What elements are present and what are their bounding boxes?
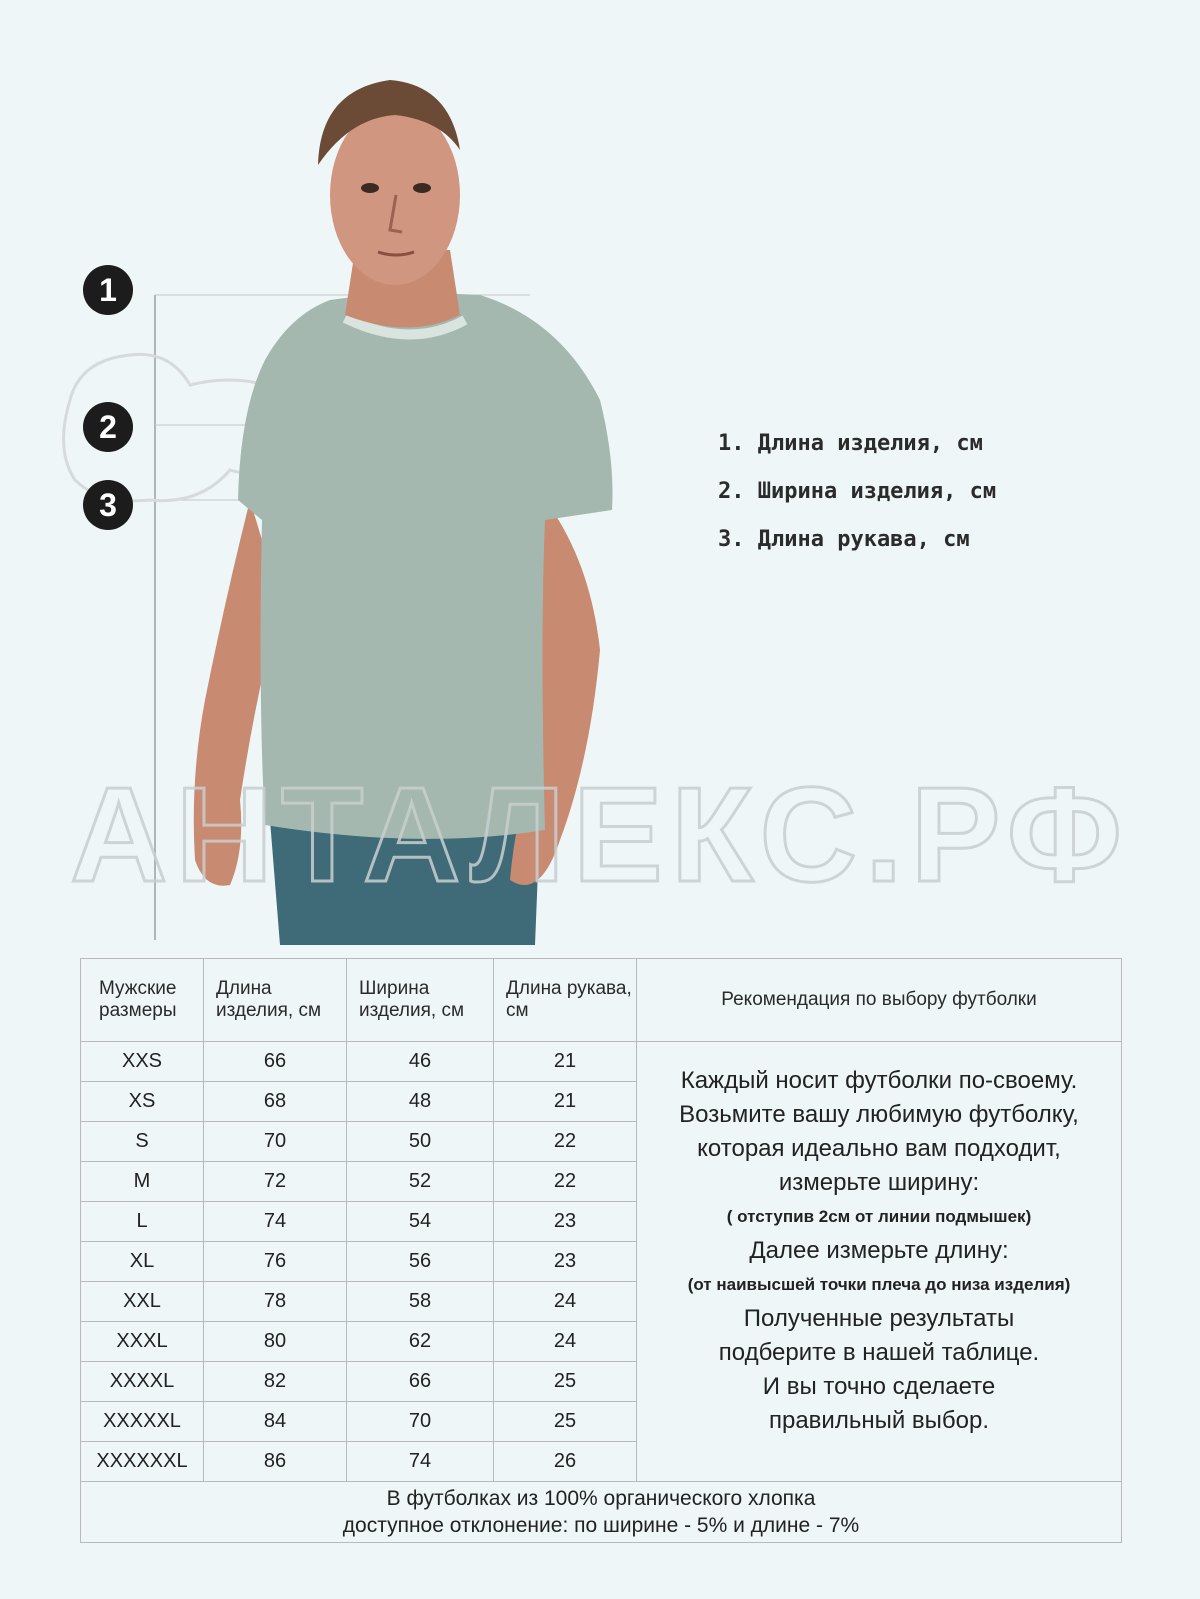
cell-width: 52 xyxy=(347,1162,494,1202)
cell-size: XXXXXXL xyxy=(81,1442,204,1482)
cell-size: XXXXXL xyxy=(81,1402,204,1442)
recommendation-line: ( отступив 2см от линии подмышек) xyxy=(726,1207,1032,1226)
cell-length: 68 xyxy=(204,1082,347,1122)
header-sizes: Мужские размеры xyxy=(81,959,204,1042)
watermark xyxy=(0,766,1200,906)
legend-item-sleeve: 3. Длина рукава, см xyxy=(718,527,970,552)
footnote-line: В футболках из 100% органического хлопка xyxy=(386,1487,816,1510)
footnote-row xyxy=(81,1482,1122,1543)
cell-length: 76 xyxy=(204,1242,347,1282)
cell-width: 62 xyxy=(347,1322,494,1362)
cell-size: XXXXL xyxy=(81,1362,204,1402)
cell-width: 54 xyxy=(347,1202,494,1242)
cell-length: 70 xyxy=(204,1122,347,1162)
cell-sleeve: 25 xyxy=(494,1362,637,1402)
cell-size: XXXL xyxy=(81,1322,204,1362)
cell-width: 70 xyxy=(347,1402,494,1442)
table-header-row xyxy=(81,959,1122,1042)
cell-size: L xyxy=(81,1202,204,1242)
cell-length: 80 xyxy=(204,1322,347,1362)
cell-size: M xyxy=(81,1162,204,1202)
cell-sleeve: 23 xyxy=(494,1242,637,1282)
recommendation-line: Каждый носит футболки по-своему. xyxy=(680,1067,1078,1094)
cell-sleeve: 24 xyxy=(494,1322,637,1362)
cell-sleeve: 21 xyxy=(494,1082,637,1122)
footnote-line: доступное отклонение: по ширине - 5% и длине - 7% xyxy=(342,1514,860,1537)
cell-sleeve: 23 xyxy=(494,1202,637,1242)
recommendation-line: подберите в нашей таблице. xyxy=(718,1339,1040,1366)
header-recommendation: Рекомендация по выбору футболки xyxy=(637,959,1122,1042)
recommendation-line: измерьте ширину: xyxy=(778,1169,980,1196)
cell-length: 86 xyxy=(204,1442,347,1482)
cell-width: 50 xyxy=(347,1122,494,1162)
cell-size: XXL xyxy=(81,1282,204,1322)
cell-length: 66 xyxy=(204,1042,347,1082)
watermark-text: АНТАЛЕКС.РФ xyxy=(70,766,1130,906)
cell-sleeve: 21 xyxy=(494,1042,637,1082)
recommendation-line: Полученные результаты xyxy=(743,1305,1015,1332)
cell-length: 72 xyxy=(204,1162,347,1202)
recommendation-line: правильный выбор. xyxy=(768,1407,990,1434)
recommendation-line: (от наивысшей точки плеча до низа изделия) xyxy=(687,1275,1071,1294)
cell-sleeve: 26 xyxy=(494,1442,637,1482)
cell-size: XS xyxy=(81,1082,204,1122)
measurement-legend xyxy=(718,430,996,574)
cell-sleeve: 24 xyxy=(494,1282,637,1322)
recommendation-text xyxy=(637,1042,1122,1482)
header-length: Длина изделия, см xyxy=(204,959,347,1042)
header-sleeve: Длина рукава, см xyxy=(494,959,637,1042)
cell-size: XL xyxy=(81,1242,204,1282)
cell-length: 84 xyxy=(204,1402,347,1442)
cell-width: 74 xyxy=(347,1442,494,1482)
cell-sleeve: 25 xyxy=(494,1402,637,1442)
recommendation-line: И вы точно сделаете xyxy=(762,1373,996,1400)
cell-length: 74 xyxy=(204,1202,347,1242)
marker-1: 1 xyxy=(83,265,133,315)
legend-item-length: 1. Длина изделия, см xyxy=(718,431,983,456)
cell-length: 78 xyxy=(204,1282,347,1322)
cell-size: XXS xyxy=(81,1042,204,1082)
cell-width: 48 xyxy=(347,1082,494,1122)
footnote xyxy=(81,1482,1122,1543)
cell-width: 46 xyxy=(347,1042,494,1082)
cell-width: 66 xyxy=(347,1362,494,1402)
cell-length: 82 xyxy=(204,1362,347,1402)
header-width: Ширина изделия, см xyxy=(347,959,494,1042)
cell-width: 56 xyxy=(347,1242,494,1282)
recommendation-line: которая идеально вам подходит, xyxy=(697,1135,1061,1162)
marker-3: 3 xyxy=(83,480,133,530)
table-row xyxy=(81,1042,1122,1082)
legend-item-width: 2. Ширина изделия, см xyxy=(718,479,997,504)
recommendation-line: Далее измерьте длину: xyxy=(749,1237,1009,1264)
marker-2: 2 xyxy=(83,402,133,452)
size-table xyxy=(80,958,1122,1543)
cell-width: 58 xyxy=(347,1282,494,1322)
cell-sleeve: 22 xyxy=(494,1162,637,1202)
recommendation-line: Возьмите вашу любимую футболку, xyxy=(679,1101,1079,1128)
cell-sleeve: 22 xyxy=(494,1122,637,1162)
cell-size: S xyxy=(81,1122,204,1162)
